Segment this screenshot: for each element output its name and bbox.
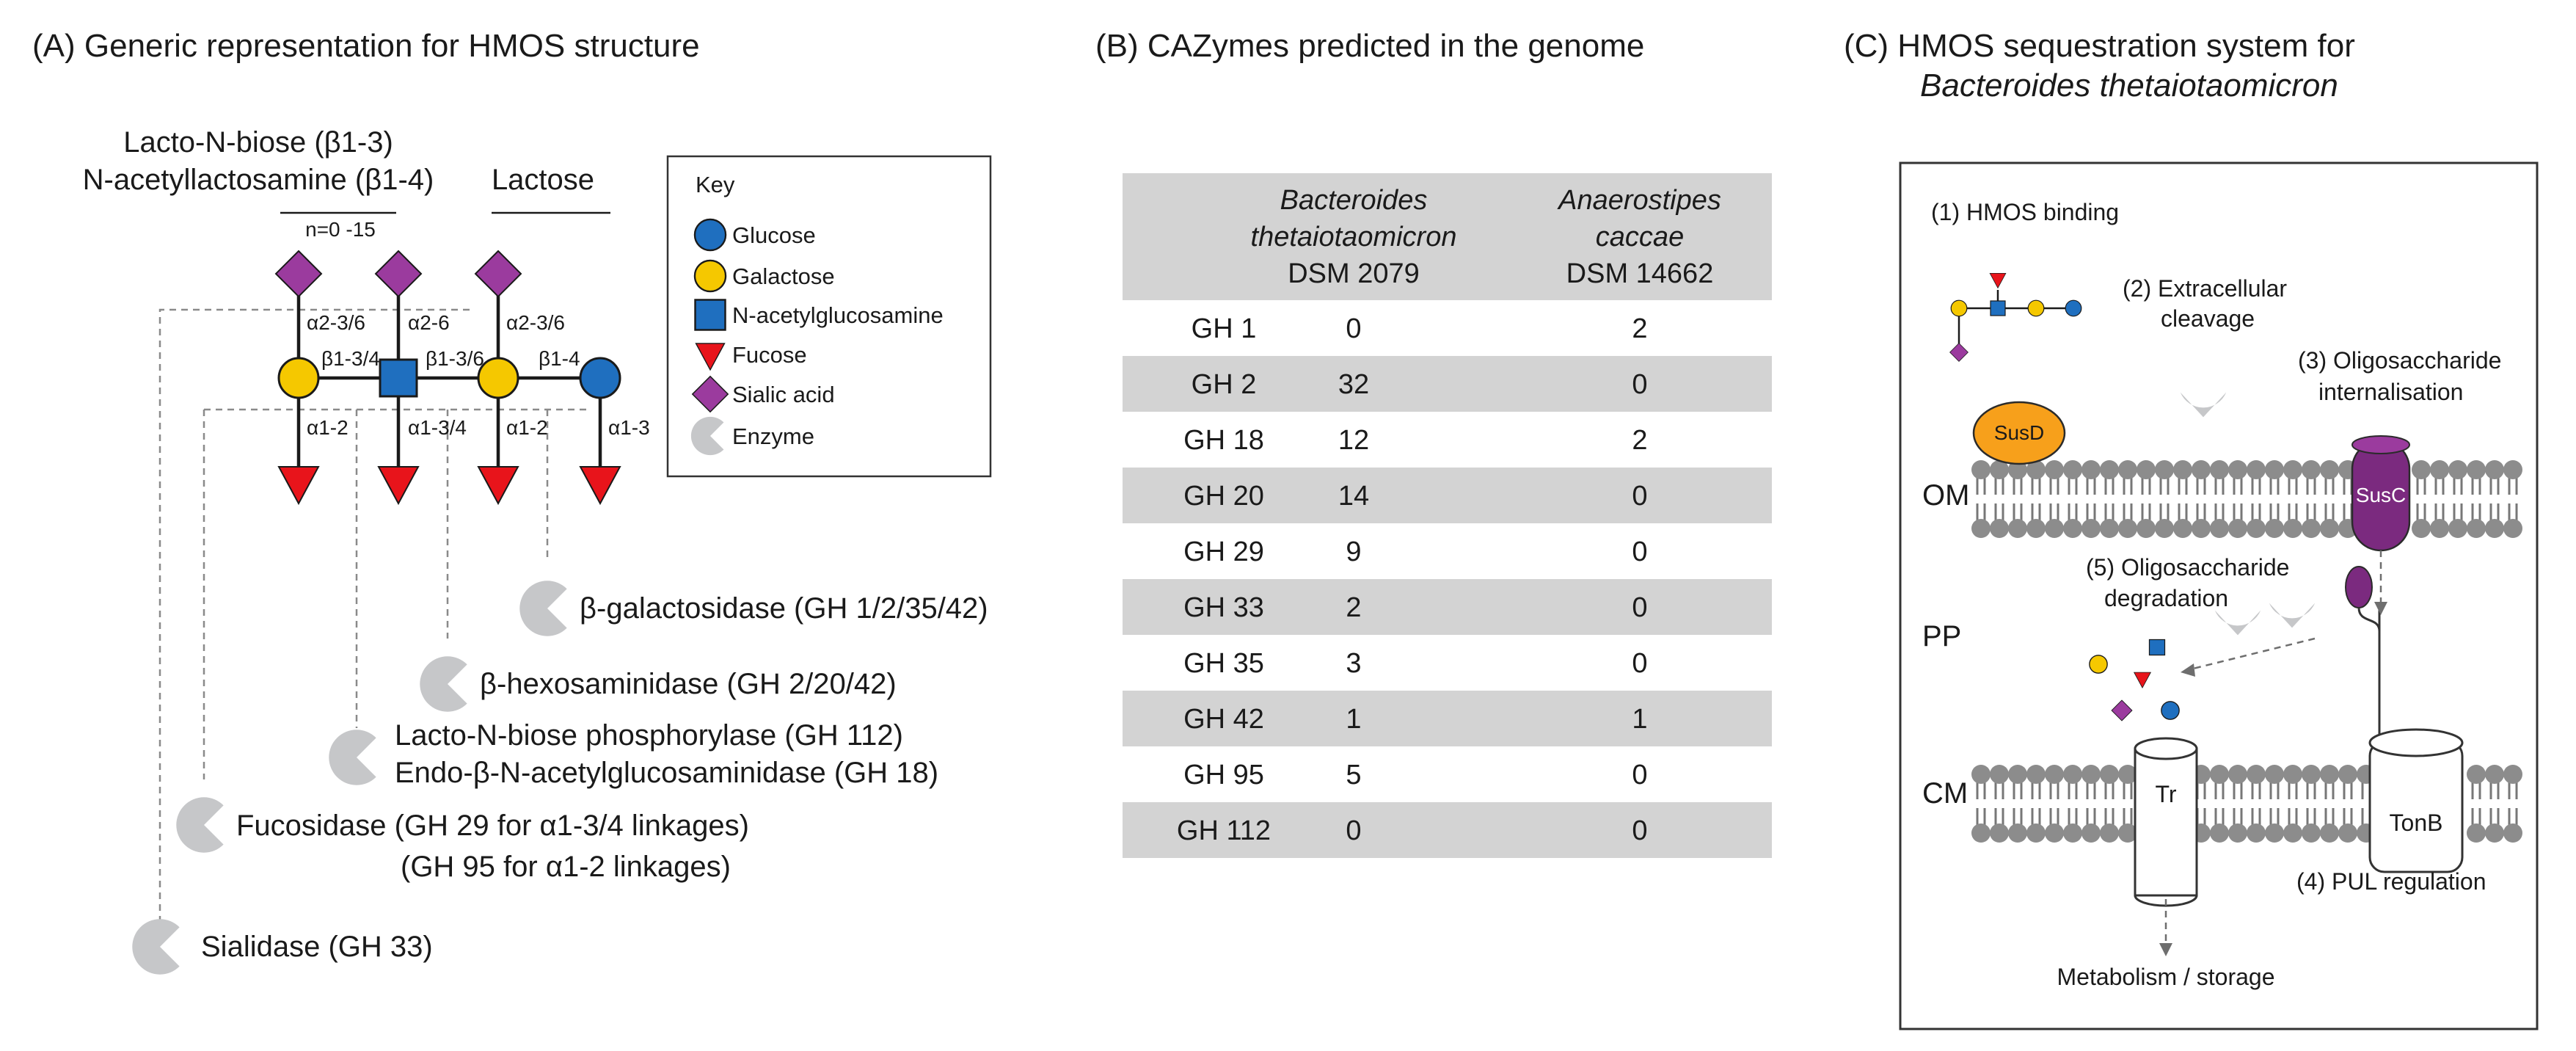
fucose-icon: [478, 467, 518, 503]
n-acetylglucosamine-icon: [380, 360, 417, 396]
family-cell: GH 20: [1183, 481, 1264, 512]
susd-protein: [1974, 402, 2065, 464]
enzyme-label: Endo-β-N-acetylglucosaminidase (GH 18): [395, 757, 939, 789]
sialic-acid-icon: [276, 251, 321, 297]
bt-count-cell: 9: [1346, 537, 1362, 567]
enzyme-icon: [132, 919, 179, 974]
family-cell: GH 112: [1176, 815, 1271, 846]
fucose-icon: [580, 467, 620, 503]
tonb-label: TonB: [2389, 810, 2443, 836]
ac-count-cell: 0: [1632, 648, 1648, 679]
column-header: DSM 14662: [1566, 258, 1714, 289]
panel-c-subtitle: Bacteroides thetaiotaomicron: [1920, 68, 2338, 103]
linkage-label: α2-3/6: [307, 311, 366, 334]
metabolism-label: Metabolism / storage: [2057, 964, 2275, 990]
table-row: [1183, 537, 1647, 567]
ac-count-cell: 0: [1632, 537, 1648, 567]
linkage-label: β1-3/4: [321, 347, 380, 370]
glycan-bonds: [299, 274, 600, 470]
key-title: Key: [696, 172, 735, 197]
key-label: Fucose: [732, 342, 807, 368]
glucose-icon: [2065, 300, 2081, 316]
legend-key: [668, 156, 990, 476]
step-label: (4) PUL regulation: [2296, 868, 2486, 895]
column-header: thetaiotaomicron: [1250, 222, 1457, 252]
linkage-label: α1-2: [307, 416, 349, 439]
linkage-label: α1-3: [608, 416, 650, 439]
column-header: Bacteroides: [1280, 185, 1428, 216]
family-cell: GH 18: [1183, 425, 1264, 456]
linkage-label: α2-6: [408, 311, 450, 334]
glucose-icon: [695, 219, 726, 250]
family-cell: GH 1: [1191, 313, 1257, 344]
family-cell: GH 42: [1183, 704, 1264, 735]
key-label: Glucose: [732, 222, 816, 248]
enzyme-label: Fucosidase (GH 29 for α1-3/4 linkages): [236, 810, 749, 842]
ac-count-cell: 0: [1632, 592, 1648, 623]
key-label: Galactose: [732, 263, 835, 289]
susd-label: SusD: [1993, 421, 2045, 444]
panel-c: [1844, 28, 2537, 1029]
table-row: [1192, 313, 1648, 344]
column-header: caccae: [1595, 222, 1685, 252]
ac-count-cell: 0: [1632, 481, 1648, 512]
enzyme-label: β-galactosidase (GH 1/2/35/42): [580, 592, 988, 625]
step-label: degradation: [2104, 585, 2229, 611]
bt-count-cell: 32: [1338, 369, 1370, 400]
family-cell: GH 95: [1183, 760, 1264, 790]
family-cell: GH 29: [1183, 537, 1264, 567]
bt-count-cell: 3: [1346, 648, 1362, 679]
bt-count-cell: 2: [1346, 592, 1362, 623]
fucose-icon: [279, 467, 318, 503]
panel-a-title: (A) Generic representation for HMOS structure: [32, 28, 700, 64]
galactose-icon: [2028, 300, 2044, 316]
key-label: Enzyme: [732, 423, 814, 449]
ac-count-cell: 0: [1632, 815, 1648, 846]
bt-count-cell: 0: [1346, 313, 1362, 344]
column-header: Anaerostipes: [1558, 185, 1721, 216]
glucose-icon: [2161, 702, 2179, 719]
ac-count-cell: 1: [1632, 704, 1648, 735]
bt-count-cell: 12: [1338, 425, 1370, 456]
linkage-label: α1-3/4: [408, 416, 467, 439]
step-label: (5) Oligosaccharide: [2086, 554, 2290, 581]
n-acetyllactosamine-label: N-acetyllactosamine (β1-4): [82, 164, 434, 196]
bt-count-cell: 5: [1346, 760, 1362, 790]
cm-label: CM: [1922, 777, 1969, 810]
bt-count-cell: 1: [1346, 704, 1362, 735]
panel-c-title: (C) HMOS sequestration system for: [1844, 28, 2355, 64]
enzyme-icon: [176, 797, 223, 852]
galactose-icon: [2090, 655, 2107, 673]
step-label: cleavage: [2161, 305, 2255, 332]
enzyme-label: Lacto-N-biose phosphorylase (GH 112): [395, 719, 903, 752]
step-label: (1) HMOS binding: [1931, 199, 2120, 225]
lactose-label: Lactose: [491, 164, 595, 196]
enzyme-icon: [519, 581, 566, 636]
family-cell: GH 33: [1183, 592, 1264, 623]
linkage-label: α1-2: [506, 416, 548, 439]
panel-b-title: (B) CAZymes predicted in the genome: [1095, 28, 1645, 64]
ac-count-cell: 0: [1632, 760, 1648, 790]
sialic-acid-icon: [475, 251, 521, 297]
linkage-label: β1-3/6: [426, 347, 484, 370]
family-cell: GH 2: [1191, 369, 1257, 400]
galactose-icon: [1951, 300, 1967, 316]
ac-count-cell: 2: [1632, 425, 1648, 456]
linkage-label: α2-3/6: [506, 311, 566, 334]
step-label: internalisation: [2318, 379, 2464, 405]
galactose-icon: [279, 358, 318, 398]
galactose-icon: [695, 261, 726, 291]
enzyme-icon: [329, 730, 376, 785]
lacto-n-biose-label: Lacto-N-biose (β1-3): [123, 126, 393, 159]
enzyme-label: (GH 95 for α1-2 linkages): [401, 851, 731, 883]
table-row: [1183, 425, 1647, 456]
n-acetylglucosamine-icon: [1991, 301, 2005, 316]
n-acetylglucosamine-icon: [2150, 640, 2165, 655]
ac-count-cell: 0: [1632, 369, 1648, 400]
panel-b: [1095, 28, 1772, 858]
enzyme-icon: [420, 656, 467, 711]
repeat-count-label: n=0 -15: [305, 218, 376, 241]
tr-transporter: [2135, 738, 2197, 906]
panel-a: [32, 28, 990, 975]
column-header: DSM 2079: [1288, 258, 1420, 289]
enzyme-label: β-hexosaminidase (GH 2/20/42): [480, 668, 897, 700]
table-row: [1183, 648, 1647, 679]
susc-label: SusC: [2355, 484, 2407, 506]
sialic-acid-icon: [376, 251, 421, 297]
key-label: Sialic acid: [732, 382, 835, 407]
bt-count-cell: 14: [1338, 481, 1370, 512]
tr-label: Tr: [2155, 781, 2177, 807]
om-label: OM: [1922, 479, 1970, 512]
ac-count-cell: 2: [1632, 313, 1648, 344]
family-cell: GH 35: [1183, 648, 1264, 679]
n-acetylglucosamine-icon: [696, 300, 726, 330]
table-row: [1183, 760, 1647, 790]
galactose-icon: [478, 358, 518, 398]
glucose-icon: [580, 358, 620, 398]
fucose-icon: [379, 467, 418, 503]
key-label: N-acetylglucosamine: [732, 302, 944, 328]
linkage-label: β1-4: [539, 347, 580, 370]
pp-label: PP: [1922, 620, 1962, 652]
step-label: (3) Oligosaccharide: [2298, 347, 2502, 374]
step-label: (2) Extracellular: [2123, 275, 2288, 302]
enzyme-label: Sialidase (GH 33): [201, 931, 433, 963]
bt-count-cell: 0: [1346, 815, 1362, 846]
